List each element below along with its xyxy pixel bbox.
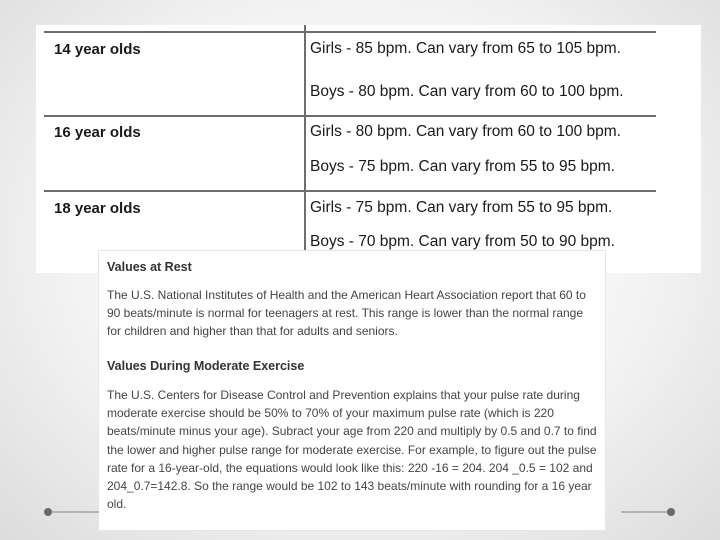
section-heading-exercise: Values During Moderate Exercise bbox=[107, 359, 305, 373]
girls-rate: Girls - 80 bpm. Can vary from 60 to 100 bpm. bbox=[310, 123, 621, 140]
age-label: 16 year olds bbox=[54, 124, 141, 141]
table-row-divider bbox=[44, 190, 656, 192]
slide-decoration-dot-right bbox=[667, 508, 675, 516]
section-heading-rest: Values at Rest bbox=[107, 260, 192, 274]
slide-decoration-line-right bbox=[621, 511, 668, 513]
age-label: 14 year olds bbox=[54, 41, 141, 58]
boys-rate: Boys - 70 bpm. Can vary from 50 to 90 bpm. bbox=[310, 233, 615, 250]
exercise-paragraph: The U.S. Centers for Disease Control and Prevention explains that your pulse rate during moderate exercise should be 50% to 70% of your maximum pulse rate (which is 220 beats/minute minus your age). Subract your age from 220 and multiply by 0.5 and 0.7 to find the lower and higher pulse range for moderate exercise. For example, to figure out the pulse rate for a 16-year-old, the equations would look like this: 220 -16 = 204. 204 _0.5 = 102 and 204_0.7=142.8. So the range would be 102 to 143 beats/minute with rounding for a 16 year old. bbox=[107, 388, 597, 512]
article-excerpt bbox=[98, 250, 606, 531]
girls-rate: Girls - 75 bpm. Can vary from 55 to 95 bpm. bbox=[310, 199, 613, 216]
table-column-divider bbox=[304, 25, 306, 250]
girls-rate: Girls - 85 bpm. Can vary from 65 to 105 bpm. bbox=[310, 40, 621, 57]
table-row-divider bbox=[44, 31, 656, 33]
table-row-divider bbox=[44, 115, 656, 117]
boys-rate: Boys - 75 bpm. Can vary from 55 to 95 bpm. bbox=[310, 158, 615, 175]
slide-decoration-dot-left bbox=[44, 508, 52, 516]
pulse-rate-table bbox=[36, 25, 701, 273]
rest-paragraph: The U.S. National Institutes of Health and the American Heart Association report that 60 to 90 beats/minute is normal for teenagers at rest. This range is lower than the normal range for children and higher than that for adults and seniors. bbox=[107, 288, 586, 339]
age-label: 18 year olds bbox=[54, 200, 141, 217]
boys-rate: Boys - 80 bpm. Can vary from 60 to 100 bpm. bbox=[310, 83, 624, 100]
slide-decoration-line-left bbox=[52, 511, 99, 513]
